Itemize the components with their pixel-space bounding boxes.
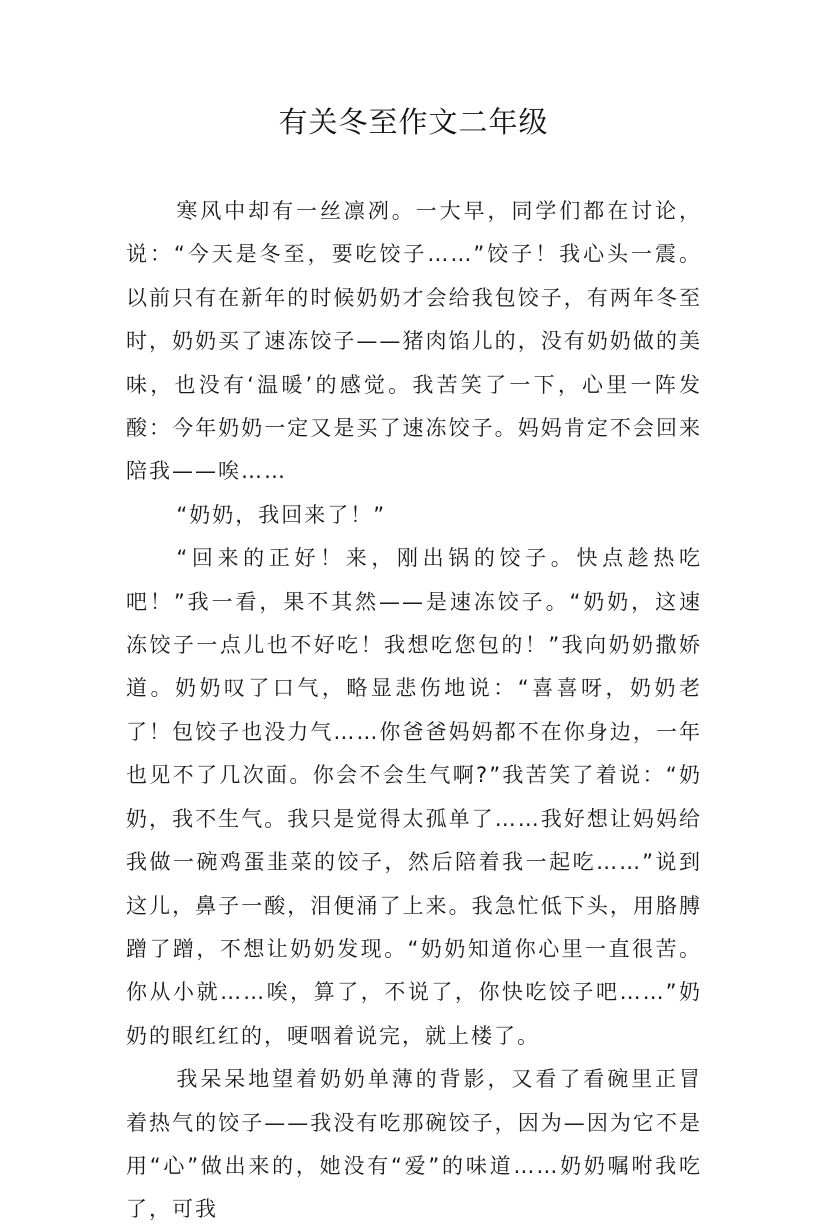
document-title: 有关冬至作文二年级	[278, 105, 549, 139]
document-body	[126, 190, 702, 1232]
paragraph: 我呆呆地望着奶奶单薄的背影，又看了看碗里正冒着热气的饺子——我没有吃那碗饺子，因为—因为它不是用“心”做出来的，她没有“爱”的味道……奶奶嘱咐我吃了，可我	[126, 1067, 702, 1222]
paragraph: “回来的正好！来，刚出锅的饺子。快点趁热吃吧！”我一看，果不其然——是速冻饺子。“奶奶，这速冻饺子一点儿也不好吃！我想吃您包的！”我向奶奶撒娇道。奶奶叹了口气，略显悲伤地说：“喜喜呀，奶奶老了！包饺子也没力气……你爸爸妈妈都不在你身边，一年也见不了几次面。你会不会生气啊?”我苦笑了着说：“奶奶，我不生气。我只是觉得太孤单了……我好想让妈妈给我做一碗鸡蛋韭菜的饺子，然后陪着我一起吃……”说到这儿，鼻子一酸，泪便涌了上来。我急忙低下头，用胳膊蹭了蹭，不想让奶奶发现。“奶奶知道你心里一直很苦。你从小就……唉，算了，不说了，你快吃饺子吧……”奶奶的眼红红的，哽咽着说完，就上楼了。	[126, 546, 702, 1048]
paragraph: “奶奶，我回来了！”	[176, 502, 387, 527]
paragraph: 寒风中却有一丝凛冽。一大早，同学们都在讨论，说：“今天是冬至，要吃饺子……”饺子！我心头一震。以前只有在新年的时候奶奶才会给我包饺子，有两年冬至时，奶奶买了速冻饺子——猪肉馅儿的，没有奶奶做的美味，也没有‘温暖’的感觉。我苦笑了一下，心里一阵发酸：今年奶奶一定又是买了速冻饺子。妈妈肯定不会回来陪我——唉……	[126, 199, 702, 484]
